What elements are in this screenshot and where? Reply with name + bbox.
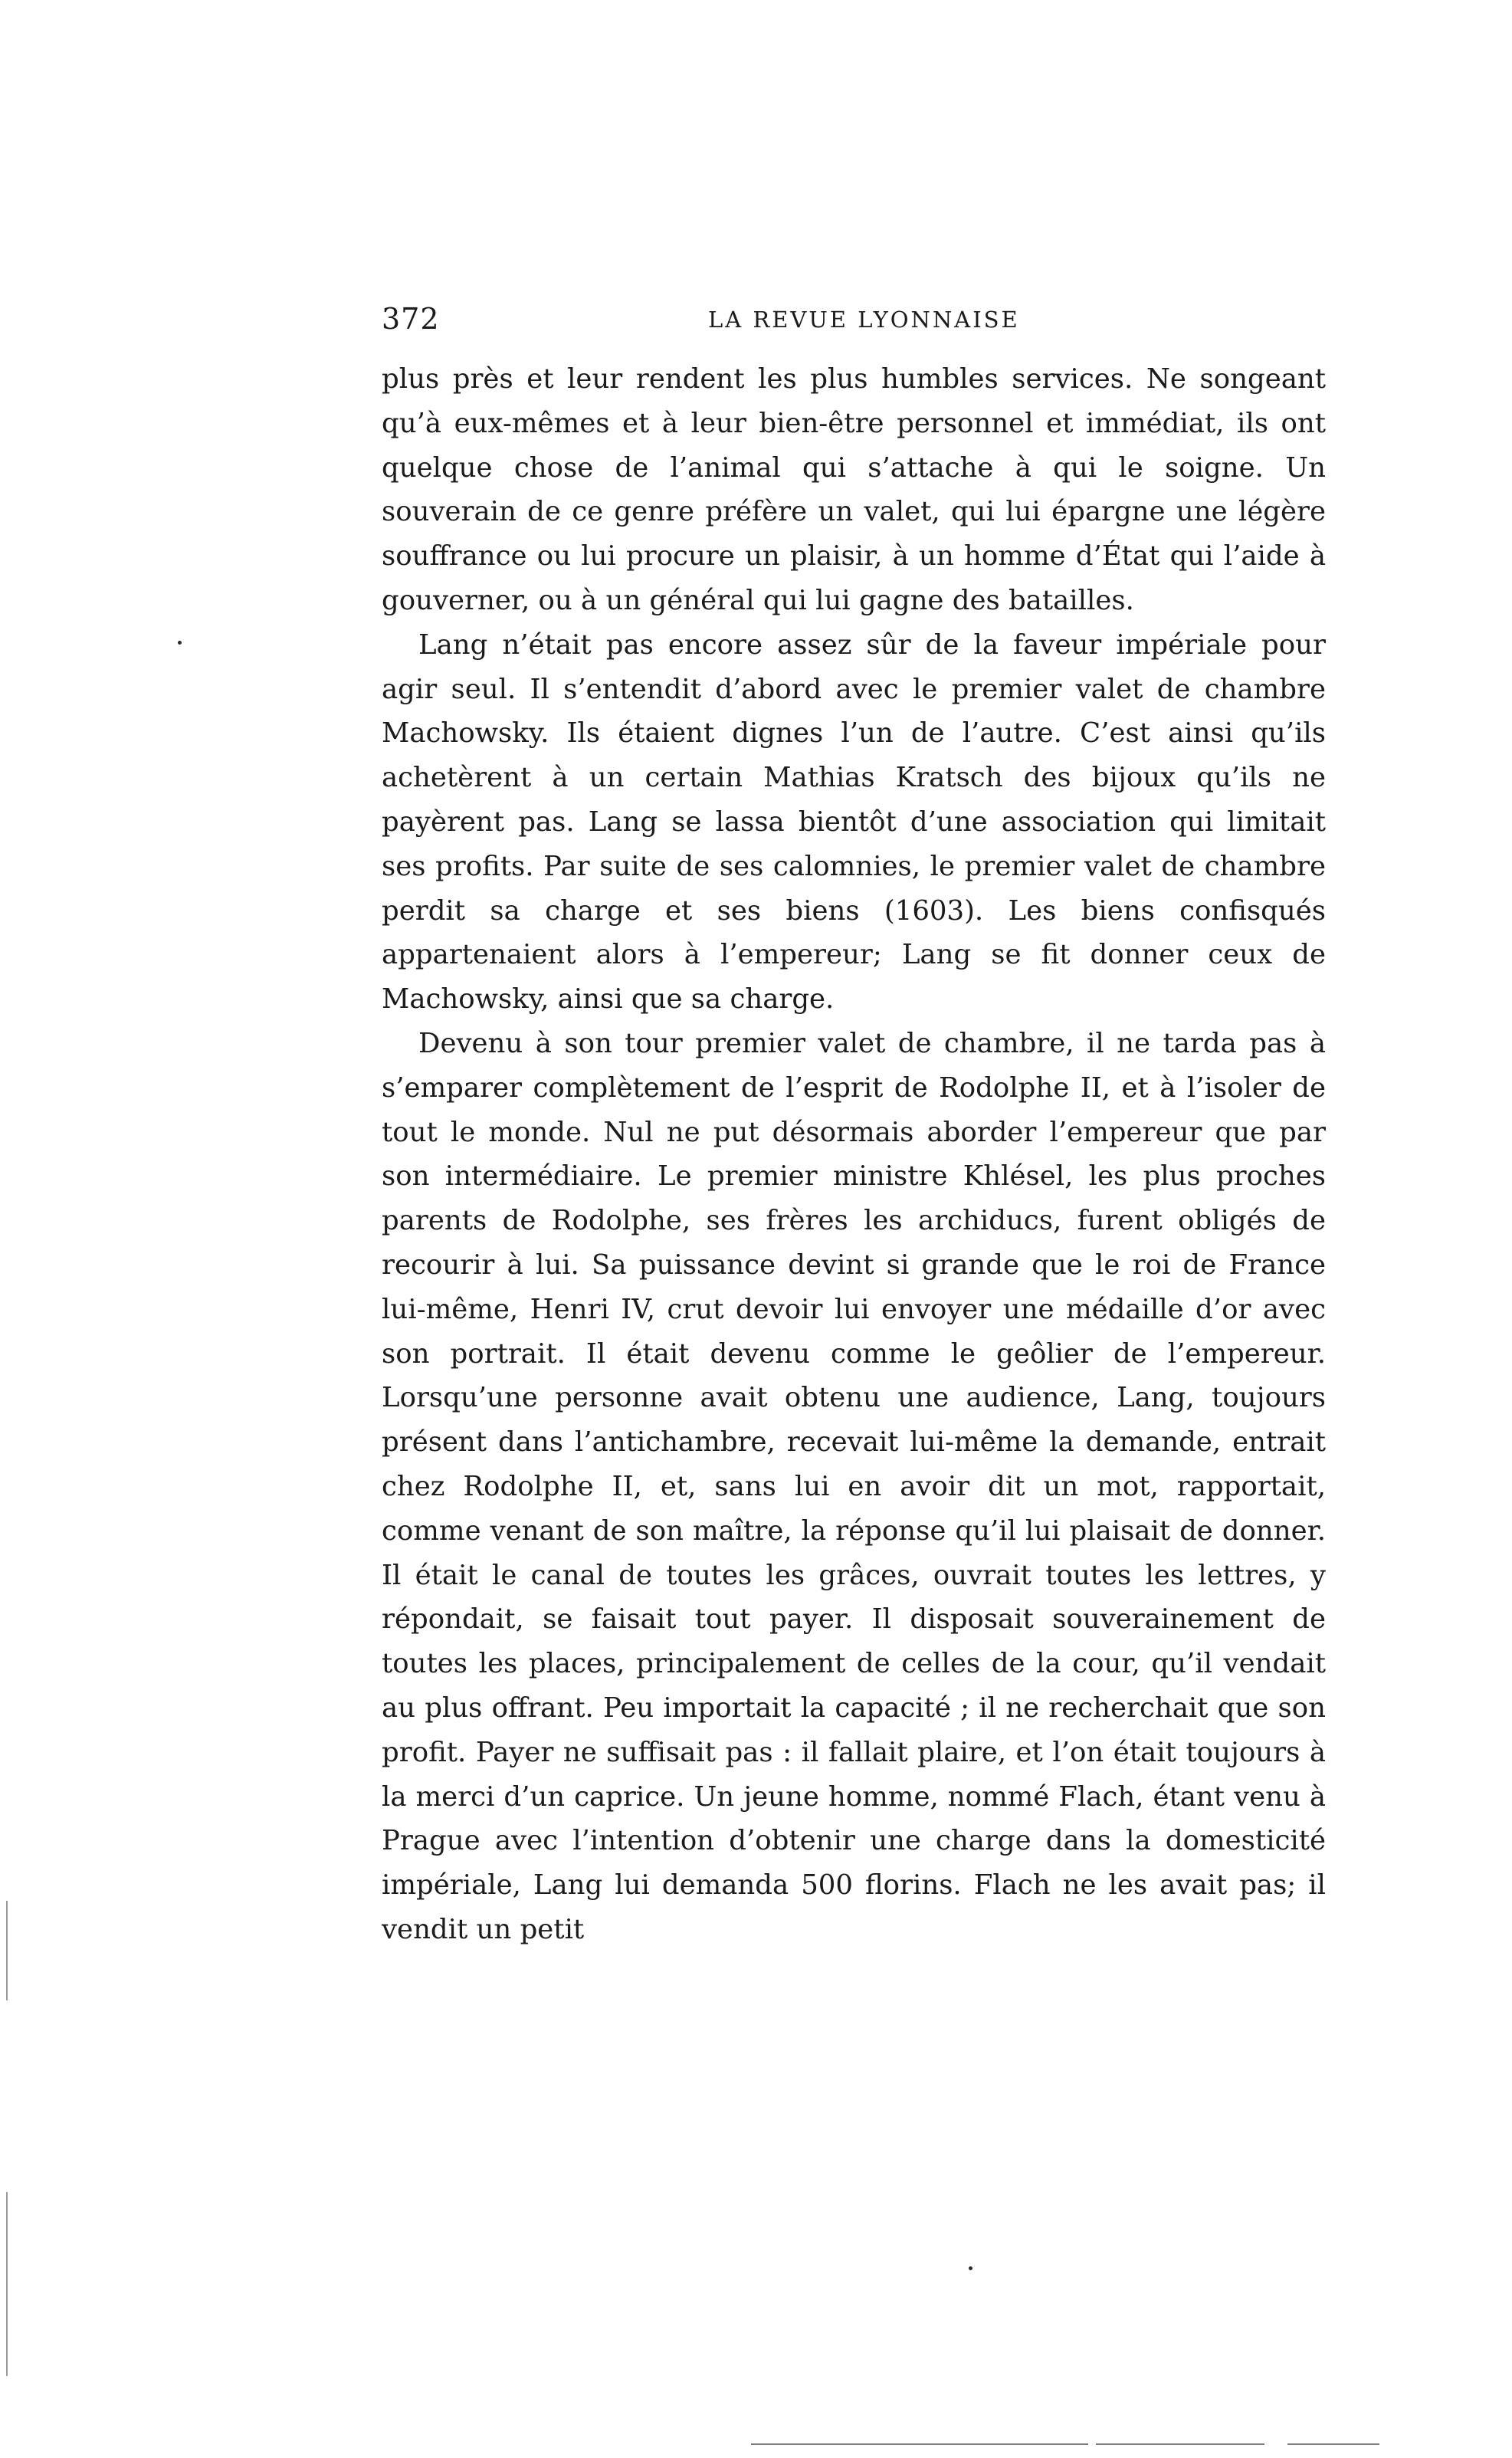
scan-edge-mark: [6, 2192, 8, 2376]
scan-edge-mark: [6, 1901, 8, 2000]
margin-speck: [969, 2266, 972, 2270]
running-title: LA REVUE LYONNAISE: [708, 307, 1020, 333]
scan-bottom-line: [751, 2443, 1088, 2445]
body-text: [382, 357, 1326, 1952]
scan-bottom-line: [1096, 2443, 1264, 2445]
page-number: 372: [382, 302, 440, 336]
page-header: [382, 297, 1326, 340]
paragraph-3: Devenu à son tour premier valet de chambre, il ne tarda pas à s’emparer complètement de l’esprit de Rodolphe II, et à l’isoler de tout le monde. Nul ne put désormais aborder l’empereur que par son intermédiaire. Le premier ministre Khlésel, les plus proches parents de Rodolphe, ses frères les archiducs, furent obligés de recourir à lui. Sa puissance devint si grande que le roi de France lui-même, Henri IV, crut devoir lui envoyer une médaille d’or avec son portrait. Il était devenu comme le geôlier de l’empereur. Lorsqu’une personne avait obtenu une audience, Lang, toujours présent dans l’antichambre, recevait lui-même la demande, entrait chez Rodolphe II, et, sans lui en avoir dit un mot, rapportait, comme venant de son maître, la réponse qu’il lui plaisait de donner. Il était le canal de toutes les grâces, ouvrait toutes les lettres, y répondait, se faisait tout payer. Il disposait souverainement de toutes les places, principalement de celles de la cour, qu’il vendait au plus offrant. Peu importait la capacité ; il ne recherchait que son profit. Payer ne suffisait pas : il fallait plaire, et l’on était toujours à la merci d’un caprice. Un jeune homme, nommé Flach, étant venu à Prague avec l’intention d’obtenir une charge dans la domesticité impériale, Lang lui demanda 500 florins. Flach ne les avait pas; il vendit un petit: [382, 1027, 1326, 1945]
paragraph-1: plus près et leur rendent les plus humbles services. Ne songeant qu’à eux-mêmes et à leur bien-être personnel et immédiat, ils ont quelque chose de l’animal qui s’attache à qui le soigne. Un souverain de ce genre préfère un valet, qui lui épargne une légère souffrance ou lui procure un plaisir, à un homme d’État qui l’aide à gouverner, ou à un général qui lui gagne des batailles.: [382, 363, 1326, 616]
paragraph-2: Lang n’était pas encore assez sûr de la faveur impériale pour agir seul. Il s’entendit d’abord avec le premier valet de chambre Machowsky. Ils étaient dignes l’un de l’autre. C’est ainsi qu’ils achetèrent à un certain Mathias Kratsch des bijoux qu’ils ne payèrent pas. Lang se lassa bientôt d’une association qui limitait ses profits. Par suite de ses calomnies, le premier valet de chambre perdit sa charge et ses biens (1603). Les biens confisqués appartenaient alors à l’empereur; Lang se fit donner ceux de Machowsky, ainsi que sa charge.: [382, 628, 1326, 1016]
scan-bottom-line: [1287, 2443, 1379, 2445]
margin-speck: [178, 641, 182, 645]
